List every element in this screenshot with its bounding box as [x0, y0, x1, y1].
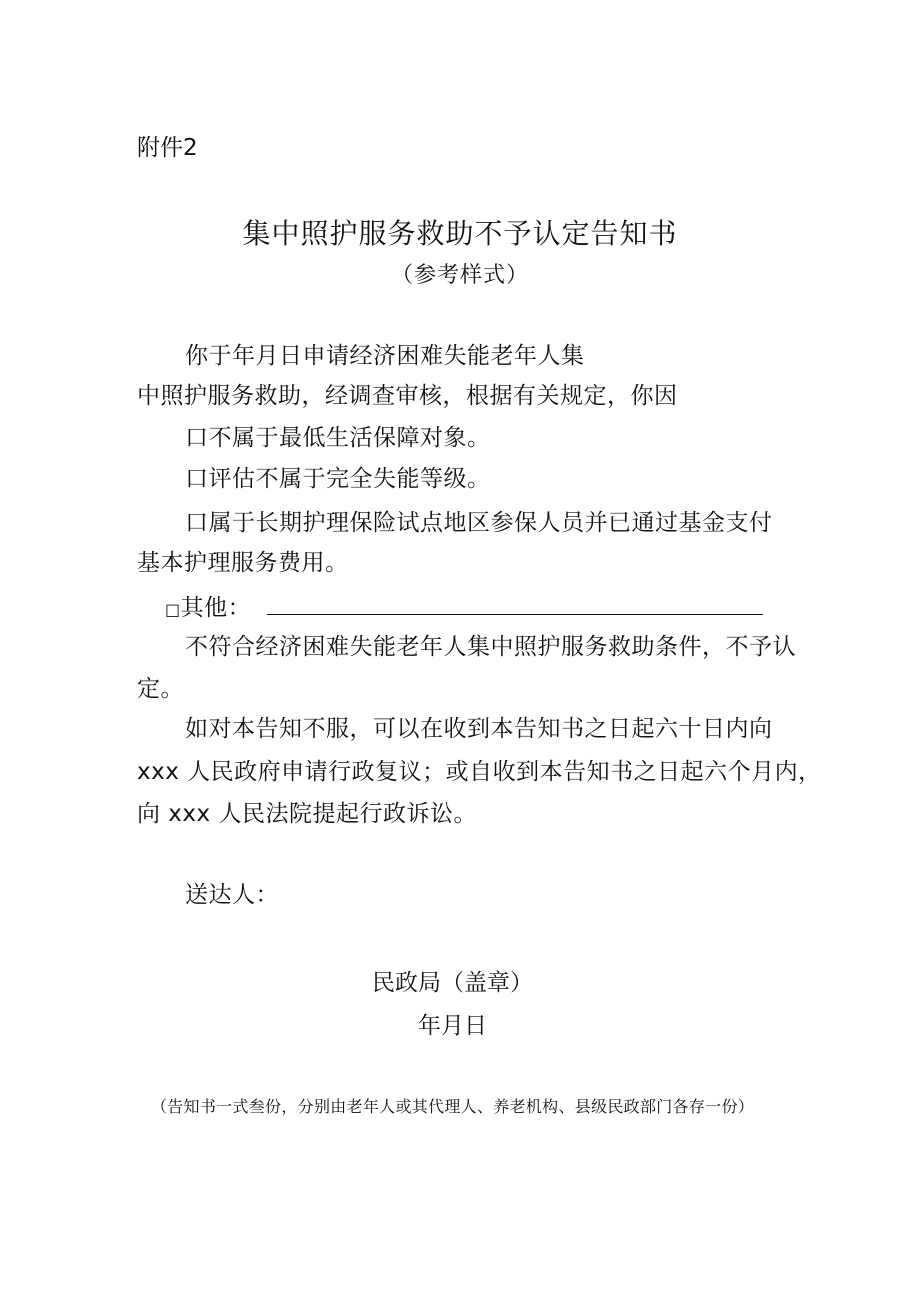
- option-other: [165, 590, 763, 625]
- document-subtitle: （参考样式）: [390, 263, 529, 288]
- other-fill-line: [267, 590, 763, 615]
- option-not-fully-disabled: 口评估不属于完全失能等级。: [185, 466, 491, 492]
- intro-line-1: 你于年月日申请经济困难失能老年人集: [185, 343, 585, 369]
- option-not-low-income: 口不属于最低生活保障对象。: [185, 425, 491, 451]
- footnote: （告知书一式叁份，分别由老年人或其代理人、养老机构、县级民政部门各存一份）: [150, 1097, 755, 1116]
- deliverer-label: 送达人：: [185, 882, 279, 908]
- conclusion-line-2: 定。: [137, 676, 184, 702]
- other-checkbox: □: [165, 600, 181, 619]
- appeal-line-3: 向 xxx 人民法院提起行政诉讼。: [137, 801, 477, 827]
- option-ltc-insured-line-2: 基本护理服务费用。: [137, 550, 349, 576]
- issuer-seal: 民政局（盖章）: [372, 970, 533, 996]
- attachment-label: 附件2: [137, 135, 198, 161]
- document-title: 集中照护服务救助不予认定告知书: [242, 217, 678, 250]
- appeal-line-2: xxx 人民政府申请行政复议；或自收到本告知书之日起六个月内，: [137, 759, 822, 785]
- other-label: 其他：: [180, 595, 252, 621]
- conclusion-line-1: 不符合经济困难失能老年人集中照护服务救助条件，不予认: [185, 634, 796, 660]
- intro-line-2: 中照护服务救助，经调查审核，根据有关规定，你因: [137, 383, 678, 409]
- option-ltc-insured-line-1: 口属于长期护理保险试点地区参保人员并已通过基金支付: [185, 510, 773, 536]
- issue-date: 年月日: [418, 1013, 487, 1039]
- appeal-line-1: 如对本告知不服，可以在收到本告知书之日起六十日内向: [185, 716, 773, 742]
